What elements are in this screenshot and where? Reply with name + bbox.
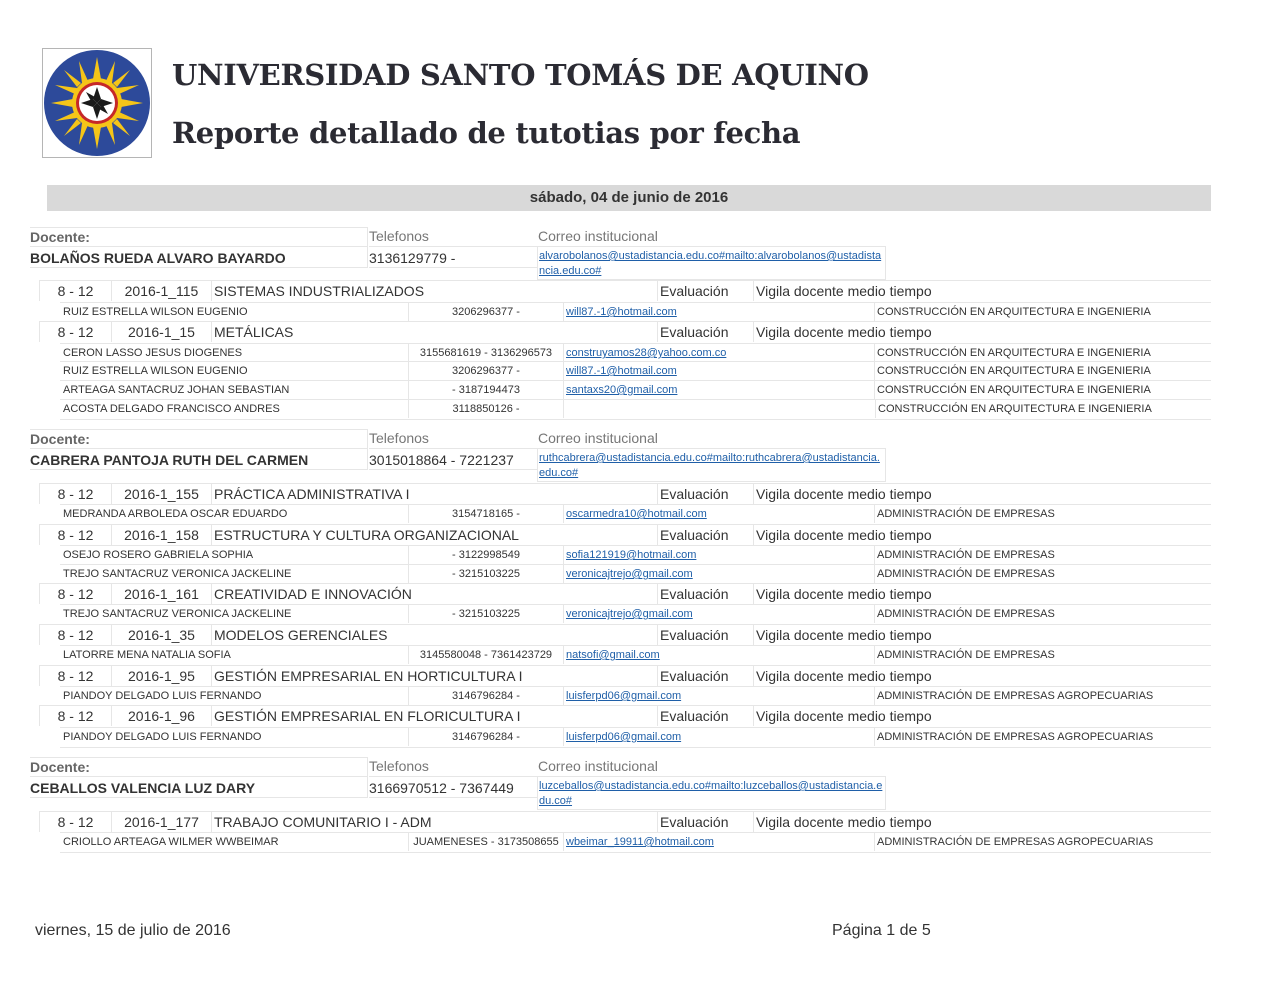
course-role: Vigila docente medio tiempo (756, 668, 932, 684)
student-email-link[interactable]: luisferpd06@gmail.com (564, 687, 875, 705)
student-program: CONSTRUCCIÓN EN ARQUITECTURA E INGENIERIA (877, 365, 1151, 377)
course-row (39, 624, 1211, 646)
course-name: PRÁCTICA ADMINISTRATIVA I (214, 486, 410, 502)
student-phone: 3118850126 - (409, 400, 564, 418)
course-row (39, 583, 1211, 605)
docente-email-link[interactable]: alvarobolanos@ustadistancia.edu.co#mailto:alvarobolanos@ustadistancia.edu.co# (537, 246, 886, 280)
student-phone: 3155681619 - 3136296573 (409, 344, 564, 362)
docente-email-link[interactable]: luzceballos@ustadistancia.edu.co#mailto:luzceballos@ustadistancia.edu.co# (537, 776, 886, 810)
course-type: Evaluación (657, 666, 754, 686)
student-email-link[interactable]: oscarmedra10@hotmail.com (564, 505, 875, 523)
student-email-link[interactable]: will87.-1@hotmail.com (564, 303, 875, 321)
student-name: PIANDOY DELGADO LUIS FERNANDO (60, 728, 409, 746)
student-row (60, 399, 1211, 420)
university-seal-icon (43, 49, 151, 157)
course-time: 8 - 12 (39, 706, 112, 726)
student-email-link[interactable]: will87.-1@hotmail.com (564, 362, 875, 380)
student-name: CERON LASSO JESUS DIOGENES (60, 344, 409, 362)
docente-name: BOLAÑOS RUEDA ALVARO BAYARDO (30, 246, 368, 268)
course-code: 2016-1_161 (112, 584, 212, 604)
student-row (60, 832, 1211, 853)
telefonos-label: Telefonos (369, 758, 429, 774)
docente-phone: 3136129779 - (369, 246, 537, 268)
docente-label: Docente: (30, 227, 368, 246)
student-email-link[interactable]: santaxs20@gmail.com (564, 381, 875, 399)
course-code: 2016-1_177 (112, 812, 212, 832)
course-role: Vigila docente medio tiempo (756, 527, 932, 543)
course-type: Evaluación (657, 812, 754, 832)
course-code: 2016-1_96 (112, 706, 212, 726)
course-time: 8 - 12 (39, 322, 112, 342)
course-name: CREATIVIDAD E INNOVACIÓN (214, 586, 412, 602)
student-program: CONSTRUCCIÓN EN ARQUITECTURA E INGENIERIA (877, 306, 1151, 318)
printed-date: viernes, 15 de julio de 2016 (35, 922, 231, 939)
course-type: Evaluación (657, 706, 754, 726)
course-name: GESTIÓN EMPRESARIAL EN HORTICULTURA I (214, 668, 523, 684)
student-program: ADMINISTRACIÓN DE EMPRESAS (877, 508, 1055, 520)
student-row (60, 343, 1211, 363)
correo-label: Correo institucional (538, 228, 658, 244)
student-email-link[interactable]: veronicajtrejo@gmail.com (564, 605, 875, 623)
course-type: Evaluación (657, 281, 754, 301)
student-program: ADMINISTRACIÓN DE EMPRESAS AGROPECUARIAS (877, 836, 1154, 848)
course-role: Vigila docente medio tiempo (756, 586, 932, 602)
telefonos-label: Telefonos (369, 430, 429, 446)
course-row (39, 705, 1211, 727)
course-time: 8 - 12 (39, 281, 112, 301)
student-email-link[interactable]: construyamos28@yahoo.com.co (564, 344, 875, 362)
student-name: RUIZ ESTRELLA WILSON EUGENIO (60, 362, 409, 380)
docente-phone: 3166970512 - 7367449 (369, 776, 537, 798)
student-program: ADMINISTRACIÓN DE EMPRESAS AGROPECUARIAS (877, 690, 1154, 702)
course-row (39, 665, 1211, 687)
course-name: TRABAJO COMUNITARIO I - ADM (214, 814, 432, 830)
course-code: 2016-1_15 (112, 322, 212, 342)
course-code: 2016-1_35 (112, 625, 212, 645)
student-name: OSEJO ROSERO GABRIELA SOPHIA (60, 546, 409, 564)
course-time: 8 - 12 (39, 525, 112, 545)
student-phone: - 3215103225 (409, 605, 564, 623)
course-code: 2016-1_155 (112, 484, 212, 504)
course-time: 8 - 12 (39, 625, 112, 645)
student-program: CONSTRUCCIÓN EN ARQUITECTURA E INGENIERIA (877, 384, 1151, 396)
docente-name: CEBALLOS VALENCIA LUZ DARY (30, 776, 368, 798)
course-role: Vigila docente medio tiempo (756, 708, 932, 724)
course-time: 8 - 12 (39, 812, 112, 832)
student-row (60, 302, 1211, 322)
student-name: MEDRANDA ARBOLEDA OSCAR EDUARDO (60, 505, 409, 523)
student-phone: - 3187194473 (409, 381, 564, 399)
course-name: ESTRUCTURA Y CULTURA ORGANIZACIONAL (214, 527, 519, 543)
student-email-link[interactable]: sofia121919@hotmail.com (564, 546, 875, 564)
course-row (39, 280, 1211, 302)
course-type: Evaluación (657, 625, 754, 645)
student-row (60, 504, 1211, 524)
student-phone: 3146796284 - (409, 728, 564, 746)
course-role: Vigila docente medio tiempo (756, 283, 932, 299)
student-name: TREJO SANTACRUZ VERONICA JACKELINE (60, 565, 409, 583)
telefonos-label: Telefonos (369, 228, 429, 244)
docente-email-link[interactable]: ruthcabrera@ustadistancia.edu.co#mailto:ruthcabrera@ustadistancia.edu.co# (537, 448, 886, 482)
student-program: ADMINISTRACIÓN DE EMPRESAS (877, 649, 1055, 661)
course-row (39, 811, 1211, 833)
student-name: PIANDOY DELGADO LUIS FERNANDO (60, 687, 409, 705)
course-name: MODELOS GERENCIALES (214, 627, 388, 643)
course-role: Vigila docente medio tiempo (756, 486, 932, 502)
course-type: Evaluación (657, 584, 754, 604)
student-row (60, 380, 1211, 400)
student-phone: JUAMENESES - 3173508655 (409, 833, 564, 851)
course-type: Evaluación (657, 484, 754, 504)
course-time: 8 - 12 (39, 584, 112, 604)
student-phone: 3206296377 - (409, 362, 564, 380)
correo-label: Correo institucional (538, 430, 658, 446)
docente-phone: 3015018864 - 7221237 (369, 448, 537, 470)
course-type: Evaluación (657, 322, 754, 342)
student-email-link[interactable]: wbeimar_19911@hotmail.com (564, 833, 875, 851)
course-row (39, 524, 1211, 546)
student-program: CONSTRUCCIÓN EN ARQUITECTURA E INGENIERIA (875, 400, 1211, 418)
course-code: 2016-1_158 (112, 525, 212, 545)
student-email-link[interactable]: natsofi@gmail.com (564, 646, 875, 664)
course-code: 2016-1_95 (112, 666, 212, 686)
course-code: 2016-1_115 (112, 281, 212, 301)
student-row (60, 361, 1211, 381)
course-name: METÁLICAS (214, 324, 294, 340)
student-phone: 3154718165 - (409, 505, 564, 523)
student-email-link[interactable] (564, 400, 875, 418)
student-row (60, 645, 1211, 665)
student-name: ACOSTA DELGADO FRANCISCO ANDRES (60, 400, 409, 418)
student-row (60, 564, 1211, 584)
docente-name: CABRERA PANTOJA RUTH DEL CARMEN (30, 448, 368, 470)
student-name: CRIOLLO ARTEAGA WILMER WWBEIMAR (60, 833, 409, 851)
page-title: UNIVERSIDAD SANTO TOMÁS DE AQUINO (172, 58, 869, 92)
correo-label: Correo institucional (538, 758, 658, 774)
student-program: CONSTRUCCIÓN EN ARQUITECTURA E INGENIERIA (877, 347, 1151, 359)
docente-label: Docente: (30, 429, 368, 448)
course-type: Evaluación (657, 525, 754, 545)
course-time: 8 - 12 (39, 484, 112, 504)
student-email-link[interactable]: luisferpd06@gmail.com (564, 728, 875, 746)
page-number: Página 1 de 5 (832, 922, 931, 939)
student-row (60, 545, 1211, 565)
student-program: ADMINISTRACIÓN DE EMPRESAS AGROPECUARIAS (877, 731, 1154, 743)
student-name: RUIZ ESTRELLA WILSON EUGENIO (60, 303, 409, 321)
course-row (39, 483, 1211, 505)
student-program: ADMINISTRACIÓN DE EMPRESAS (877, 608, 1055, 620)
student-email-link[interactable]: veronicajtrejo@gmail.com (564, 565, 875, 583)
student-phone: - 3122998549 (409, 546, 564, 564)
course-role: Vigila docente medio tiempo (756, 814, 932, 830)
docente-label: Docente: (30, 757, 368, 776)
student-phone: 3206296377 - (409, 303, 564, 321)
student-name: ARTEAGA SANTACRUZ JOHAN SEBASTIAN (60, 381, 409, 399)
course-row (39, 321, 1211, 343)
course-role: Vigila docente medio tiempo (756, 324, 932, 340)
student-row (60, 604, 1211, 624)
student-phone: - 3215103225 (409, 565, 564, 583)
student-phone: 3145580048 - 7361423729 (409, 646, 564, 664)
report-date-bar: sábado, 04 de junio de 2016 (47, 185, 1211, 211)
student-phone: 3146796284 - (409, 687, 564, 705)
student-name: TREJO SANTACRUZ VERONICA JACKELINE (60, 605, 409, 623)
university-logo (42, 48, 152, 158)
student-program: ADMINISTRACIÓN DE EMPRESAS (877, 568, 1055, 580)
student-row (60, 686, 1211, 706)
course-time: 8 - 12 (39, 666, 112, 686)
course-name: SISTEMAS INDUSTRIALIZADOS (214, 283, 425, 299)
student-name: LATORRE MENA NATALIA SOFIA (60, 646, 409, 664)
report-subtitle: Reporte detallado de tutotias por fecha (172, 116, 801, 150)
course-name: GESTIÓN EMPRESARIAL EN FLORICULTURA I (214, 708, 521, 724)
student-row (60, 727, 1211, 748)
course-role: Vigila docente medio tiempo (756, 627, 932, 643)
student-program: ADMINISTRACIÓN DE EMPRESAS (877, 549, 1055, 561)
